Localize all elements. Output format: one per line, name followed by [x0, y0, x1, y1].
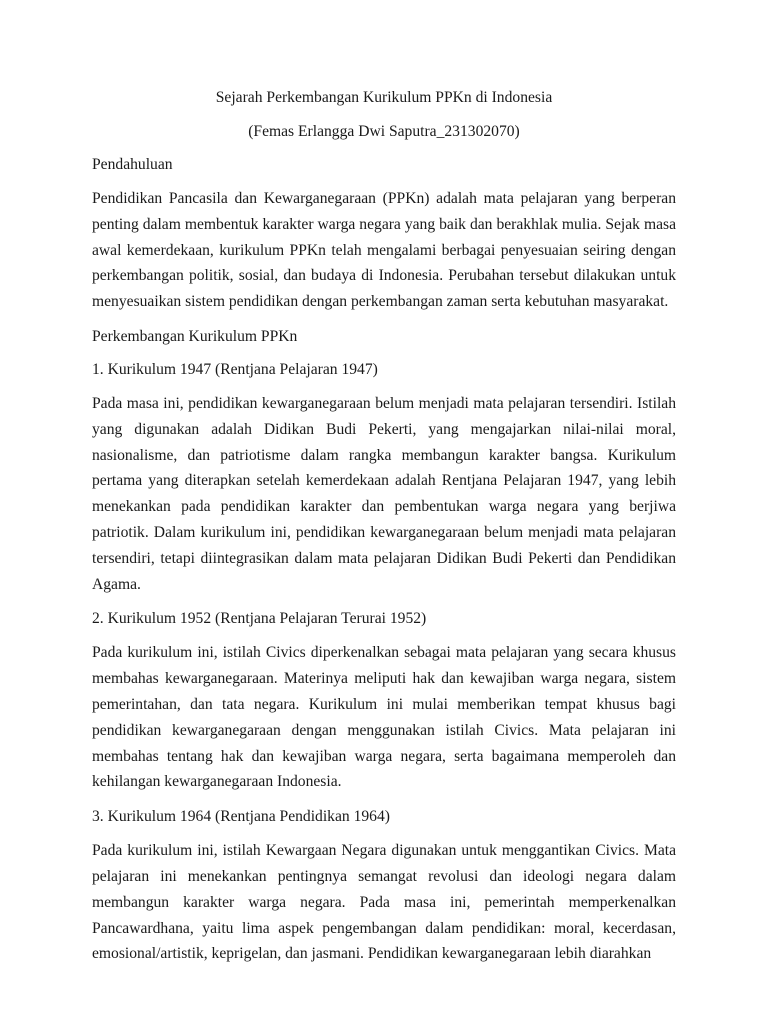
subsection-heading-1952: 2. Kurikulum 1952 (Rentjana Pelajaran Terurai 1952) — [92, 610, 427, 628]
document-page — [92, 86, 676, 977]
subsection-paragraph-1952: Pada kurikulum ini, istilah Civics diperkenalkan sebagai mata pelajaran yang secara khusus membahas kewarganegaraan. Materinya meliputi hak dan kewajiban warga negara, sistem pemerintahan, dan tata negara. Kurikulum ini mulai memberikan tempat khusus bagi pendidikan kewarganegaraan dengan menggunakan istilah Civics. Mata pelajaran ini membahas tentang hak dan kewajiban warga negara, serta bagaimana memperoleh dan kehilangan kewarganegaraan Indonesia. — [92, 644, 676, 791]
intro-paragraph: Pendidikan Pancasila dan Kewarganegaraan (PPKn) adalah mata pelajaran yang berperan penting dalam membentuk karakter warga negara yang baik dan berakhlak mulia. Sejak masa awal kemerdekaan, kurikulum PPKn telah mengalami berbagai penyesuaian seiring dengan perkembangan politik, sosial, dan budaya di Indonesia. Perubahan tersebut dilakukan untuk menyesuaikan sistem pendidikan dengan perkembangan zaman serta kebutuhan masyarakat. — [92, 190, 676, 311]
subsection-paragraph-1947: Pada masa ini, pendidikan kewarganegaraan belum menjadi mata pelajaran tersendiri. Istilah yang digunakan adalah Didikan Budi Pekerti, yang mengajarkan nilai-nilai moral, nasionalisme, dan patriotisme dalam rangka membangun karakter bangsa. Kurikulum pertama yang diterapkan setelah kemerdekaan adalah Rentjana Pelajaran 1947, yang lebih menekankan pada pendidikan karakter dan pembentukan warga negara yang berjiwa patriotik. Dalam kurikulum ini, pendidikan kewarganegaraan belum menjadi mata pelajaran tersendiri, tetapi diintegrasikan dalam mata pelajaran Didikan Budi Pekerti dan Pendidikan Agama. — [92, 394, 676, 593]
document-author: (Femas Erlangga Dwi Saputra_231302070) — [248, 123, 520, 140]
subsection-heading-1964: 3. Kurikulum 1964 (Rentjana Pendidikan 1964) — [92, 808, 390, 826]
intro-heading: Pendahuluan — [92, 156, 173, 173]
subsection-paragraph-1964: Pada kurikulum ini, istilah Kewargaan Negara digunakan untuk menggantikan Civics. Mata pelajaran ini menekankan pentingnya semangat revolusi dan ideologi negara dalam membangun karakter warga negara. Pada masa ini, pemerintah memperkenalkan Pancawardhana, yaitu lima aspek pengembangan dalam pendidikan: moral, kecerdasan, emosional/artistik, keprigelan, dan jasmani. Pendidikan kewarganegaraan lebih diarahkan — [92, 842, 676, 963]
document-title: Sejarah Perkembangan Kurikulum PPKn di Indonesia — [215, 89, 553, 106]
subsection-heading-1947: 1. Kurikulum 1947 (Rentjana Pelajaran 1947) — [92, 360, 378, 378]
section-heading: Perkembangan Kurikulum PPKn — [92, 327, 298, 345]
